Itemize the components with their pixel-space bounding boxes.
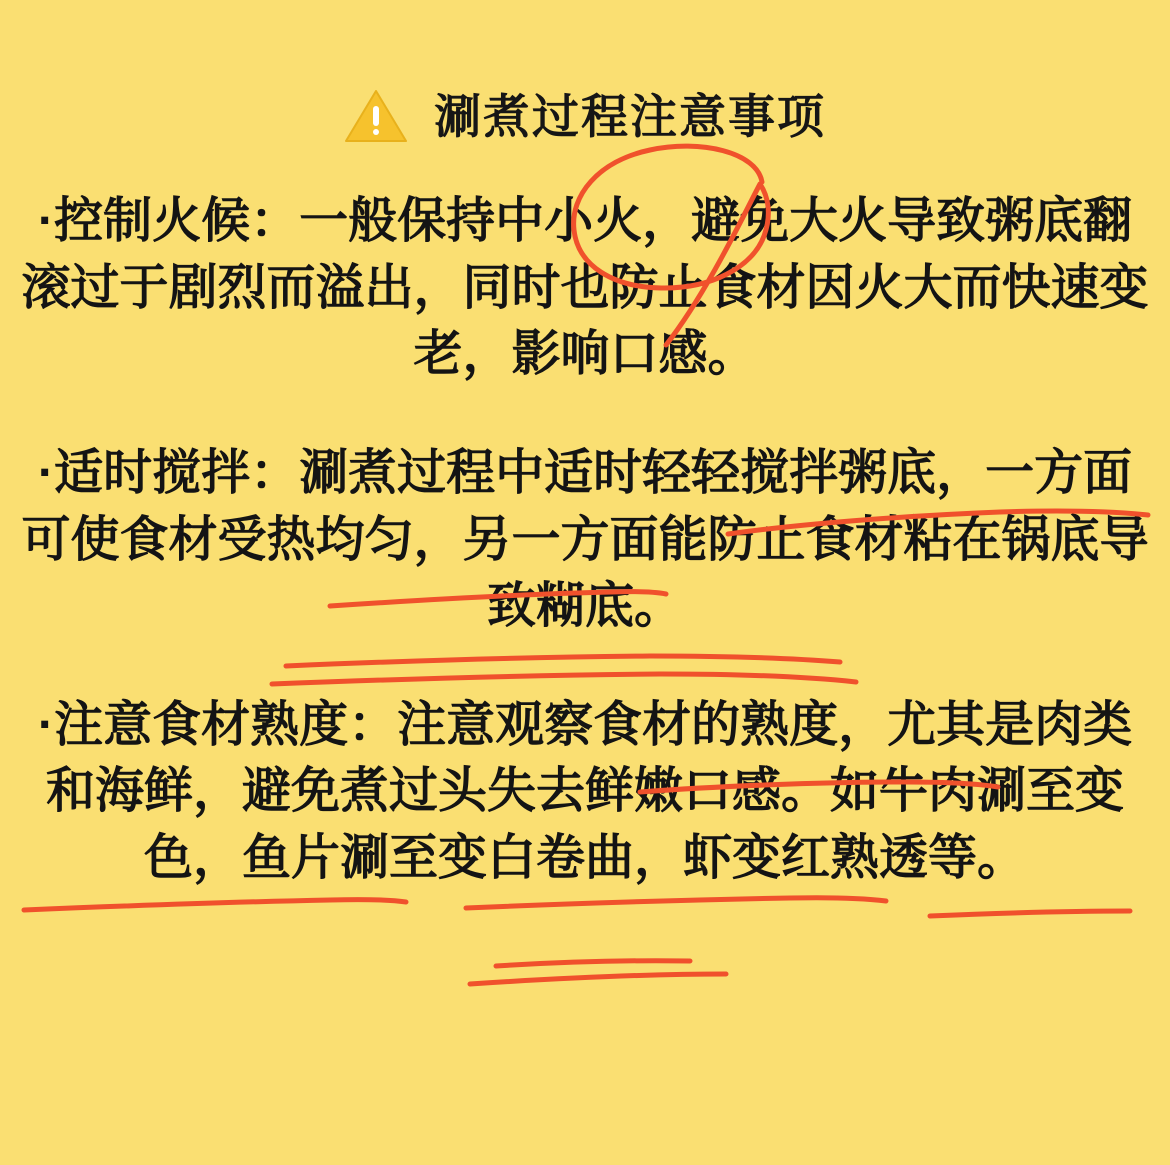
- note-body: [0, 188, 1170, 892]
- page-title-text: 涮煮过程注意事项: [434, 89, 826, 143]
- underline-mark-cooked-through-upper: [496, 961, 690, 966]
- underline-mark-cooked-through-lower: [470, 974, 726, 984]
- warning-triangle-icon: [344, 88, 408, 144]
- page-title: [0, 0, 1170, 144]
- paragraph-doneness: ·注意食材熟度：注意观察食材的熟度，尤其是肉类和海鲜，避免煮过头失去鲜嫩口感。如牛肉涮至变色，鱼片涮至变白卷曲，虾变红熟透等。: [37, 697, 1133, 885]
- paragraph-fire-control: ·控制火候：一般保持中小火，避免大火导致粥底翻滚过于剧烈而溢出，同时也防止食材因火大而快速变老，影响口感。: [21, 194, 1149, 382]
- underline-mark-fish-white-curl: [466, 898, 886, 908]
- underline-mark-shrimp-red: [930, 911, 1130, 916]
- underline-mark-beef-color-change: [24, 900, 406, 910]
- paragraph-stirring: ·适时搅拌：涮煮过程中适时轻轻搅拌粥底，一方面可使食材受热均匀，另一方面能防止食材粘在锅底导致糊底。: [21, 445, 1149, 634]
